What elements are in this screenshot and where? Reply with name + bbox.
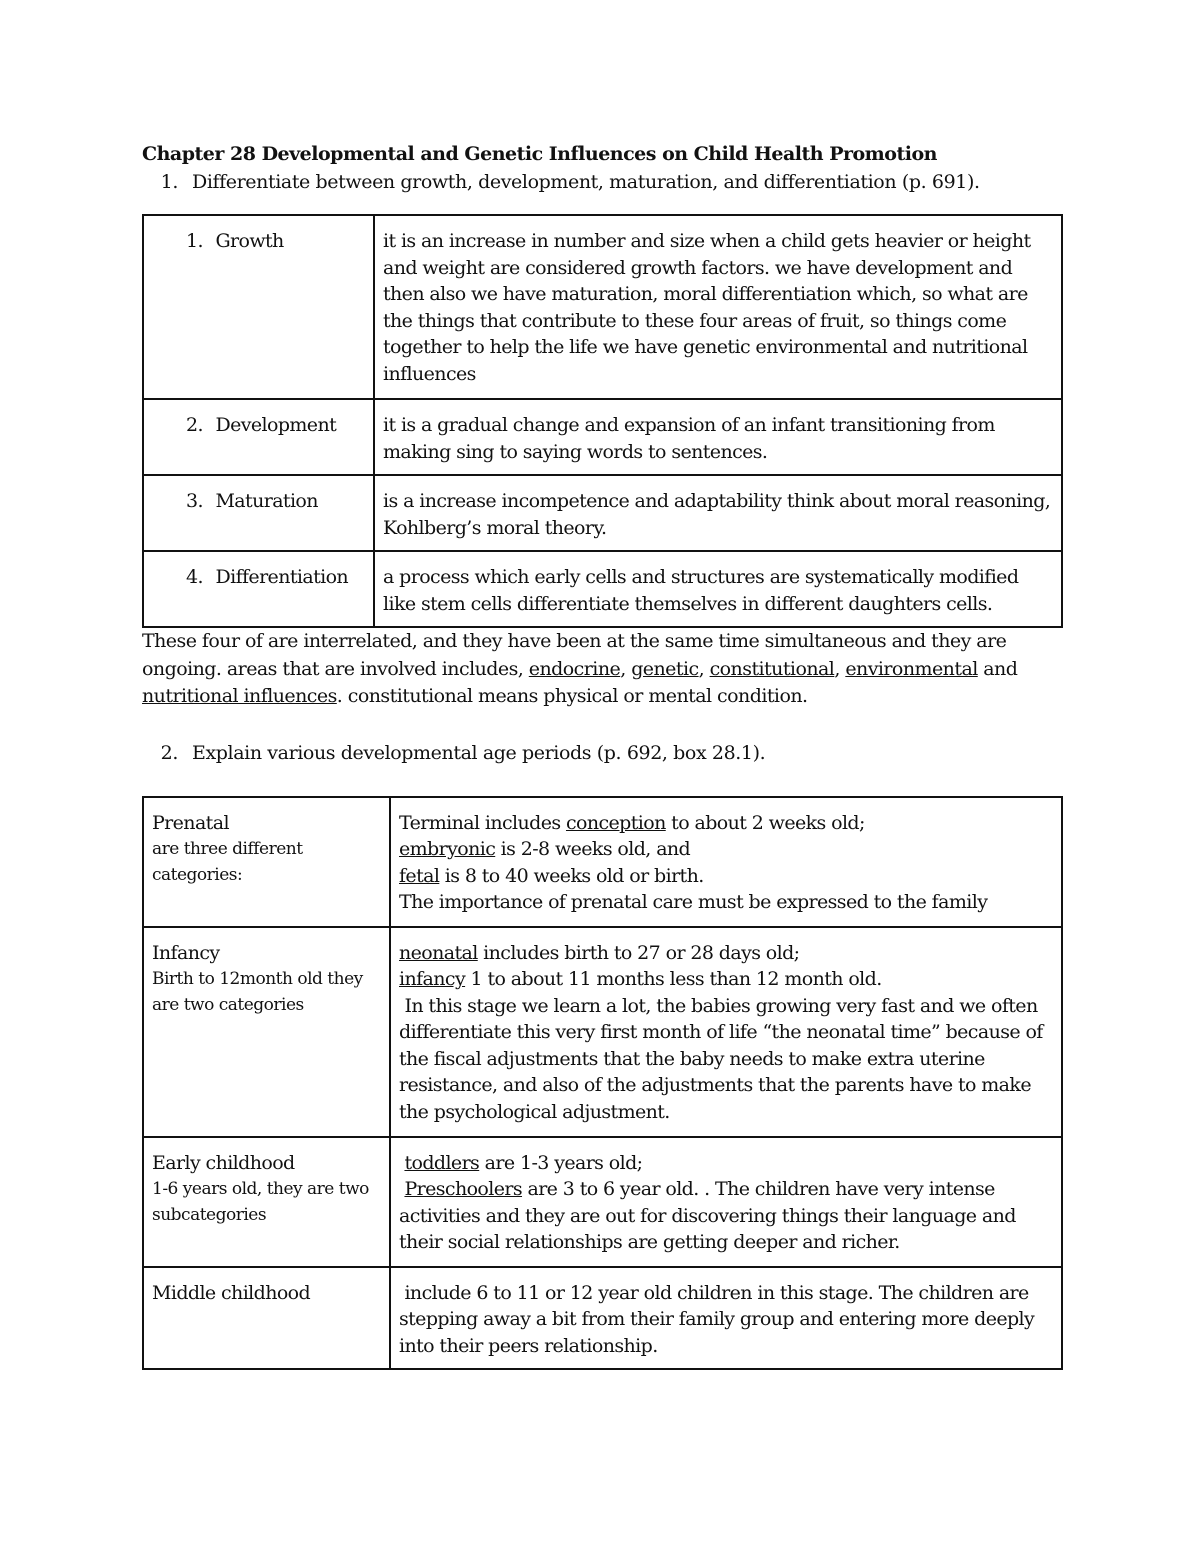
page-title: Chapter 28 Developmental and Genetic Influences on Child Health Promotion bbox=[142, 143, 937, 165]
term-neonatal: neonatal bbox=[399, 941, 478, 964]
desc-text: is 2-8 weeks old, and bbox=[495, 838, 691, 861]
separator: , bbox=[698, 657, 710, 680]
desc-text: In this stage we learn a lot, the babies growing very fast and we often differentiate this very first month of life “the neonatal time” because of the fiscal adjustments that the baby needs to make extra uterine resistance, and also of the adjustments that the parents have to make the psychological adjustment. bbox=[399, 994, 1049, 1124]
term-cell bbox=[143, 399, 374, 475]
period-cell bbox=[143, 1137, 390, 1267]
table-row bbox=[143, 797, 1062, 927]
term-label: Growth bbox=[215, 230, 284, 252]
term-label: Development bbox=[215, 414, 337, 436]
table-row bbox=[143, 475, 1062, 551]
description-cell bbox=[390, 797, 1062, 927]
question-text: Differentiate between growth, development, maturation, and differentiation (p. 691). bbox=[192, 171, 980, 193]
term-toddlers: toddlers bbox=[404, 1151, 480, 1174]
definition-cell: is a increase incompetence and adaptability think about moral reasoning, Kohlberg’s moral theory. bbox=[374, 475, 1062, 551]
term-embryonic: embryonic bbox=[399, 838, 496, 861]
desc-text: is 8 to 40 weeks old or birth. bbox=[439, 864, 704, 887]
term-cell bbox=[143, 215, 374, 399]
question-number: 2. bbox=[160, 741, 178, 764]
table-row bbox=[143, 1137, 1062, 1267]
term-fetal: fetal bbox=[399, 864, 440, 887]
table-row bbox=[143, 399, 1062, 475]
desc-text: The importance of prenatal care must be expressed to the family bbox=[399, 891, 988, 914]
definition-cell: a process which early cells and structures are systematically modified like stem cells differentiate themselves in different daughters cells. bbox=[374, 551, 1062, 627]
term-label: Maturation bbox=[215, 490, 318, 512]
desc-text: are 3 to 6 year old. . The children have very intense activities and they are out for discovering things their language and their social relationships are getting deeper and richer. bbox=[399, 1178, 1022, 1254]
description-cell bbox=[390, 1137, 1062, 1267]
separator: and bbox=[977, 657, 1018, 680]
table-row bbox=[143, 551, 1062, 627]
period-cell bbox=[143, 1267, 390, 1369]
question-2 bbox=[142, 739, 1062, 767]
period-note: are three different categories: bbox=[152, 839, 303, 886]
question-1 bbox=[142, 168, 1062, 196]
paragraph-text: . constitutional means physical or mental condition. bbox=[336, 685, 808, 707]
question-text: Explain various developmental age periods (p. 692, box 28.1). bbox=[192, 741, 766, 764]
period-cell bbox=[143, 797, 390, 927]
description-cell bbox=[390, 927, 1062, 1137]
summary-paragraph bbox=[142, 628, 1062, 711]
term-endocrine: endocrine bbox=[528, 657, 621, 680]
desc-text: are 1-3 years old; bbox=[479, 1151, 643, 1174]
term-conception: conception bbox=[565, 811, 666, 834]
paragraph-text: These four of are interrelated, and they have been at the same time simultaneous and they are ongoing. areas that are involved includes, bbox=[142, 630, 1007, 680]
term-constitutional: constitutional bbox=[709, 657, 835, 680]
term-environmental: environmental bbox=[845, 657, 978, 680]
description-cell: include 6 to 11 or 12 year old children in this stage. The children are stepping away a bit from their family group and entering more deeply into their peers relationship. bbox=[390, 1267, 1062, 1369]
desc-text: includes birth to 27 or 28 days old; bbox=[477, 941, 800, 964]
desc-text: 1 to about 11 months less than 12 month old. bbox=[465, 968, 882, 991]
term-preschoolers: Preschoolers bbox=[404, 1178, 523, 1201]
period-label: Prenatal bbox=[152, 811, 229, 834]
term-number: 3. bbox=[186, 490, 203, 512]
document-page bbox=[142, 140, 1062, 1370]
term-number: 4. bbox=[186, 566, 203, 588]
term-nutritional: nutritional influences bbox=[142, 685, 337, 707]
separator: , bbox=[620, 657, 632, 680]
period-cell bbox=[143, 927, 390, 1137]
question-number: 1. bbox=[160, 171, 178, 193]
separator: , bbox=[834, 657, 846, 680]
desc-text: Terminal includes bbox=[399, 811, 566, 834]
term-infancy: infancy bbox=[399, 968, 466, 991]
desc-text: to about 2 weeks old; bbox=[665, 811, 865, 834]
term-label: Differentiation bbox=[215, 566, 349, 588]
term-number: 1. bbox=[186, 230, 203, 252]
definitions-table bbox=[142, 214, 1063, 628]
table-row bbox=[143, 927, 1062, 1137]
period-label: Infancy bbox=[152, 941, 220, 964]
definition-cell: it is an increase in number and size when a child gets heavier or height and weight are considered growth factors. we have development and then also we have maturation, moral differentiation which, so what are the things that contribute to these four areas of fruit, so things come together to help the life we have genetic environmental and nutritional influences bbox=[374, 215, 1062, 399]
term-number: 2. bbox=[186, 414, 203, 436]
age-periods-table bbox=[142, 796, 1063, 1370]
term-genetic: genetic bbox=[631, 657, 699, 680]
period-note: Birth to 12month old they are two categories bbox=[152, 969, 363, 1016]
term-cell bbox=[143, 551, 374, 627]
term-cell bbox=[143, 475, 374, 551]
definition-cell: it is a gradual change and expansion of an infant transitioning from making sing to saying words to sentences. bbox=[374, 399, 1062, 475]
period-label: Middle childhood bbox=[152, 1281, 311, 1304]
period-label: Early childhood bbox=[152, 1151, 295, 1174]
table-row bbox=[143, 215, 1062, 399]
period-note: 1-6 years old, they are two subcategories bbox=[152, 1179, 369, 1226]
table-row bbox=[143, 1267, 1062, 1369]
